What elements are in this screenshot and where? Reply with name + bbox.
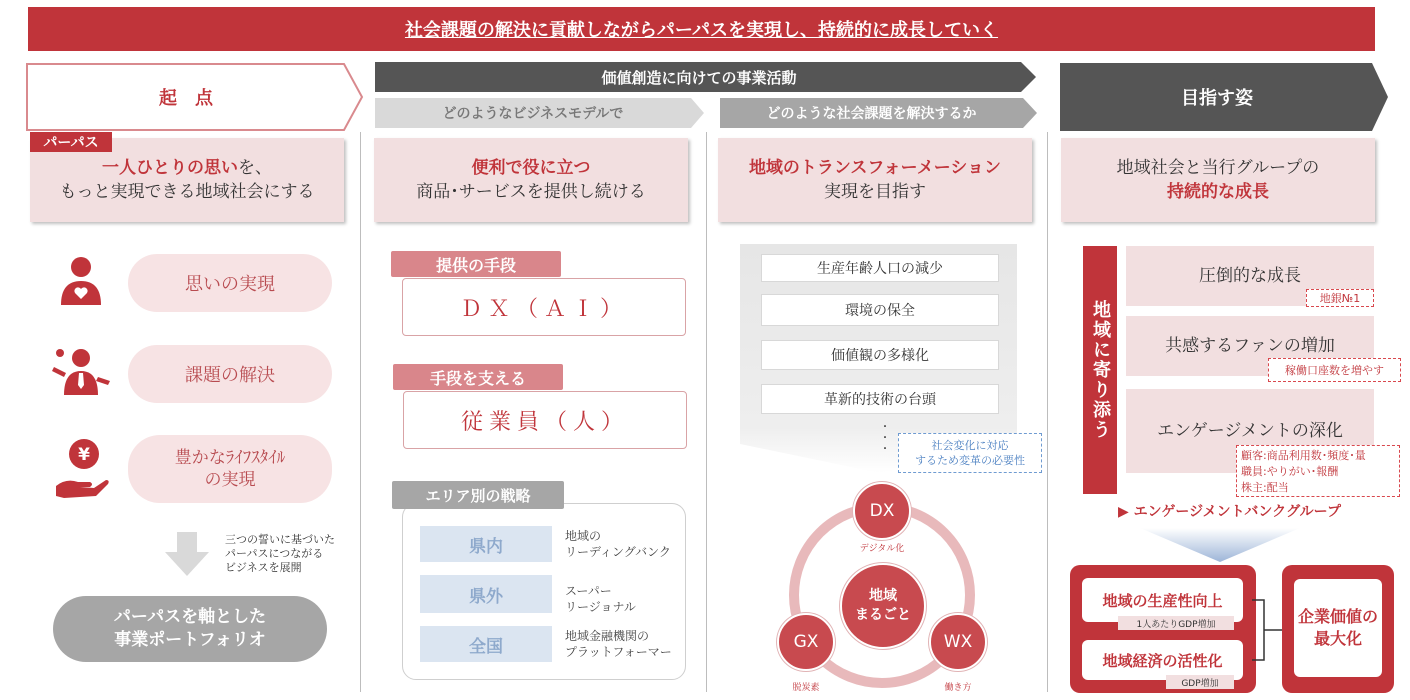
item-lifestyle-line2: の実現	[204, 470, 256, 490]
productivity-kpi: 1人あたりGDP増加	[1118, 616, 1234, 630]
area-tag-prefecture: 県内	[420, 526, 552, 562]
means-head: 提供の手段	[391, 251, 561, 277]
purpose-emphasis: 一人ひとりの思い	[102, 158, 238, 178]
wx-label: 働き方	[944, 683, 972, 693]
engagement-tag-customer: 顧客:商品利用数･頻度･量	[1241, 449, 1366, 462]
challenge-1: 生産年齢人口の減少	[761, 254, 999, 282]
region-circle	[840, 563, 926, 649]
down-arrow-icon	[163, 532, 211, 578]
area-desc-prefecture	[565, 528, 671, 560]
arrow-note-2: パーパスにつながる	[225, 547, 324, 560]
arrow-note	[225, 533, 335, 575]
area-tag-national: 全国	[420, 626, 552, 662]
economy-kpi: GDP増加	[1166, 675, 1234, 689]
challenge-4: 革新的技術の台頭	[761, 384, 999, 414]
transformation-line2: 実現を目指す	[824, 182, 926, 202]
top-banner	[28, 7, 1375, 51]
area-tag-outside: 県外	[420, 575, 552, 613]
area-desc-national-2: プラットフォーマー	[565, 645, 672, 659]
engagement-tag-staff: 職員:やりがい･報酬	[1241, 465, 1339, 478]
goal-fans-tag: 稼働口座数を増やす	[1268, 358, 1401, 382]
portfolio-line2: 事業ポートフォリオ	[114, 630, 266, 650]
challenge-2: 環境の保全	[761, 294, 999, 326]
gx-label: 脱炭素	[792, 683, 820, 693]
area-head: エリア別の戦略	[392, 481, 564, 509]
goal-engagement-tags	[1236, 445, 1400, 497]
dx-label: デジタル化	[859, 544, 905, 554]
area-desc-prefecture-1: 地域の	[565, 529, 602, 543]
convergence-triangle	[1140, 528, 1300, 562]
wx-circle: WX	[929, 613, 987, 671]
business-emphasis: 便利で役に立つ	[471, 158, 591, 178]
area-desc-prefecture-2: リーディングバンク	[565, 545, 671, 559]
change-note-1: 社会変化に対応	[931, 439, 1009, 452]
business-card	[374, 138, 688, 222]
col2-subheader: どのようなビジネスモデルで	[442, 106, 624, 122]
item-lifestyle	[128, 435, 332, 503]
area-desc-outside-1: スーパー	[565, 584, 612, 598]
support-head: 手段を支える	[393, 364, 563, 390]
transformation-emphasis: 地域のトランスフォーメーション	[748, 158, 1002, 178]
purpose-tag: パーパス	[30, 132, 112, 152]
economy-box: 地域経済の活性化	[1082, 640, 1243, 680]
svg-text:¥: ¥	[78, 445, 90, 465]
mid-header: 価値創造に向けての事業活動	[601, 68, 797, 87]
close-to-region-bar: 地域に寄り添う	[1083, 246, 1117, 494]
person-heart-icon	[58, 255, 104, 307]
challenge-3: 価値観の多様化	[761, 340, 999, 370]
value-line1: 企業価値の	[1297, 607, 1378, 626]
support-box: 従業員（人）	[403, 391, 687, 449]
item-lifestyle-line1: 豊かなﾗｲﾌｽﾀｲﾙ	[174, 448, 286, 468]
yen-hand-icon	[54, 438, 110, 502]
divider-1	[360, 132, 361, 692]
goal-growth-tag: 地銀№1	[1306, 289, 1374, 307]
business-line2: 商品･サービスを提供し続ける	[416, 182, 646, 202]
purpose-line2: もっと実現できる地域社会にする	[59, 182, 315, 202]
banner-title: 社会課題の解決に貢献しながらパーパスを実現し、持続的に成長していく	[404, 20, 999, 41]
growth-emphasis: 持続的な成長	[1167, 182, 1269, 202]
arrow-note-1: 三つの誓いに基づいた	[225, 533, 335, 546]
transformation-card	[718, 138, 1032, 222]
goal-engagement: エンゲージメントの深化	[1126, 389, 1374, 473]
purpose-suffix: を、	[238, 158, 272, 178]
gx-circle: GX	[777, 613, 835, 671]
col3-subheader: どのような社会課題を解決するか	[766, 106, 977, 122]
arrow-note-3: ビジネスを展開	[225, 561, 302, 574]
origin-header: 起 点	[159, 88, 213, 109]
value-box	[1294, 579, 1382, 677]
item-kadai: 課題の解決	[128, 345, 332, 403]
engagement-group-label: ▶ エンゲージメントバンクグループ	[1118, 504, 1341, 520]
portfolio-line1: パーパスを軸とした	[113, 607, 267, 627]
change-note	[898, 433, 1042, 473]
divider-3	[1047, 132, 1048, 692]
area-desc-outside-2: リージョナル	[565, 600, 636, 614]
purpose-line1	[102, 156, 272, 180]
growth-line1: 地域社会と当行グループの	[1116, 158, 1320, 178]
region-circle-2: まるごと	[855, 607, 911, 623]
person-solution-icon	[50, 345, 112, 397]
goal-growth: 圧倒的な成長	[1126, 246, 1374, 306]
region-circle-1: 地域	[869, 588, 897, 604]
area-desc-national	[565, 628, 672, 660]
dx-circle: DX	[853, 482, 911, 540]
change-note-2: するため変革の必要性	[915, 454, 1025, 467]
goal-header: 目指す姿	[1181, 88, 1253, 109]
growth-card	[1061, 138, 1375, 222]
item-omoi: 思いの実現	[128, 254, 332, 312]
portfolio-pill	[53, 596, 327, 662]
productivity-box: 地域の生産性向上	[1082, 578, 1243, 622]
challenge-ellipsis: ・ ・ ・	[880, 422, 890, 455]
goal-fans: 共感するファンの増加	[1126, 316, 1374, 376]
means-box: ＤＸ（ＡＩ）	[402, 278, 686, 336]
engagement-tag-shareholder: 株主:配当	[1241, 481, 1289, 494]
area-desc-national-1: 地域金融機関の	[565, 629, 650, 643]
merge-bracket	[1252, 598, 1286, 662]
area-desc-outside	[565, 583, 636, 615]
divider-2	[706, 132, 707, 692]
value-line2: 最大化	[1313, 629, 1362, 648]
